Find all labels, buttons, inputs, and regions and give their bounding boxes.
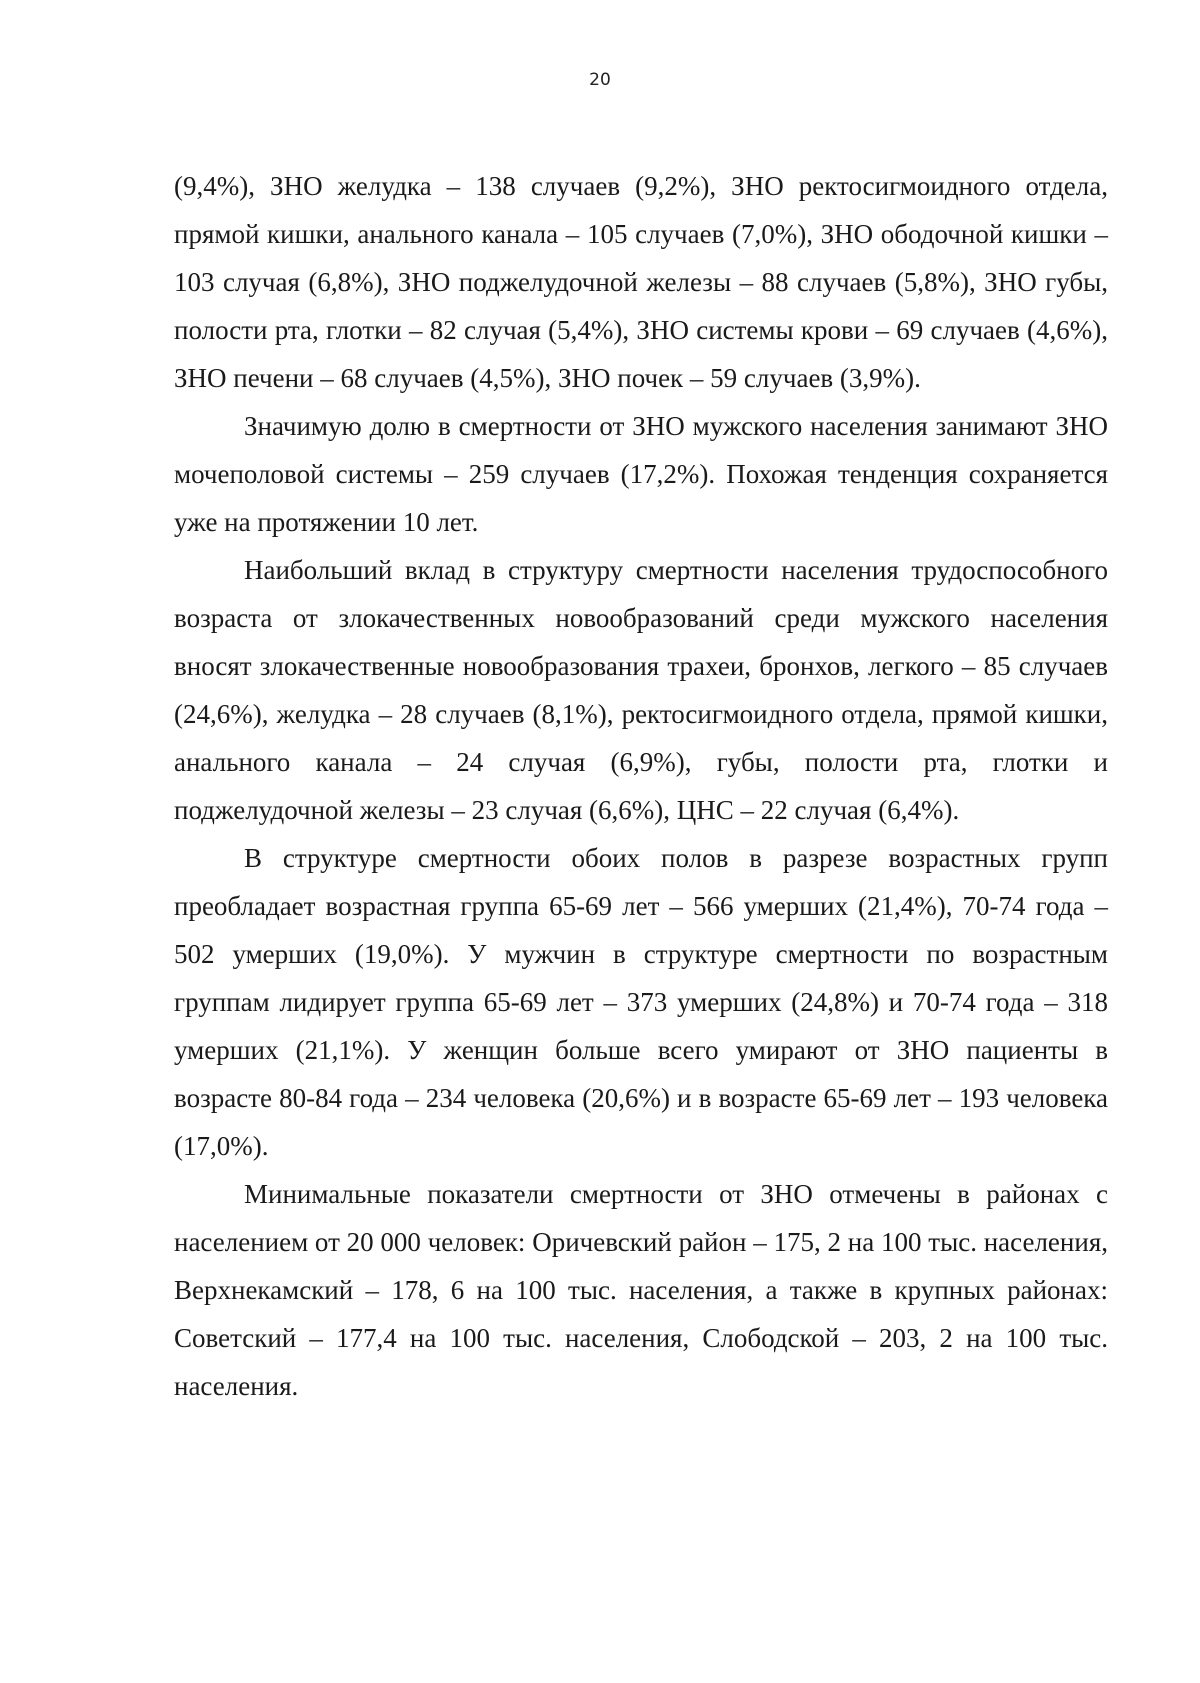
- document-body: [174, 162, 1108, 1410]
- paragraph-urogenital-mortality: Значимую долю в смертности от ЗНО мужского населения занимают ЗНО мочеполовой системы – 259 случаев (17,2%). Похожая тенденция сохраняется уже на протяжении 10 лет.: [174, 411, 1108, 537]
- paragraph-working-age-mortality: Наибольший вклад в структуру смертности населения трудоспособного возраста от злокачественных новообразований среди мужского населения вносят злокачественные новообразования трахеи, бронхов, легкого – 85 случаев (24,6%), желудка – 28 случаев (8,1%), ректосигмоидного отдела, прямой кишки, анального канала – 24 случая (6,9%), губы, полости рта, глотки и поджелудочной железы – 23 случая (6,6%), ЦНС – 22 случая (6,4%).: [174, 555, 1108, 825]
- paragraph-continuation: (9,4%), ЗНО желудка – 138 случаев (9,2%), ЗНО ректосигмоидного отдела, прямой кишки, анального канала – 105 случаев (7,0%), ЗНО ободочной кишки – 103 случая (6,8%), ЗНО поджелудочной железы – 88 случаев (5,8%), ЗНО губы, полости рта, глотки – 82 случая (5,4%), ЗНО системы крови – 69 случаев (4,6%), ЗНО печени – 68 случаев (4,5%), ЗНО почек – 59 случаев (3,9%).: [174, 171, 1108, 393]
- paragraph-age-groups: В структуре смертности обоих полов в разрезе возрастных групп преобладает возрастная группа 65-69 лет – 566 умерших (21,4%), 70-74 года – 502 умерших (19,0%). У мужчин в структуре смертности по возрастным группам лидирует группа 65-69 лет – 373 умерших (24,8%) и 70-74 года – 318 умерших (21,1%). У женщин больше всего умирают от ЗНО пациенты в возрасте 80-84 года – 234 человека (20,6%) и в возрасте 65-69 лет – 193 человека (17,0%).: [174, 843, 1108, 1161]
- page-number: 20: [589, 70, 611, 90]
- paragraph-districts: Минимальные показатели смертности от ЗНО отмечены в районах с населением от 20 000 человек: Оричевский район – 175, 2 на 100 тыс. населения, Верхнекамский – 178, 6 на 100 тыс. населения, а также в крупных районах: Советский – 177,4 на 100 тыс. населения, Слободской – 203, 2 на 100 тыс. населения.: [174, 1179, 1108, 1401]
